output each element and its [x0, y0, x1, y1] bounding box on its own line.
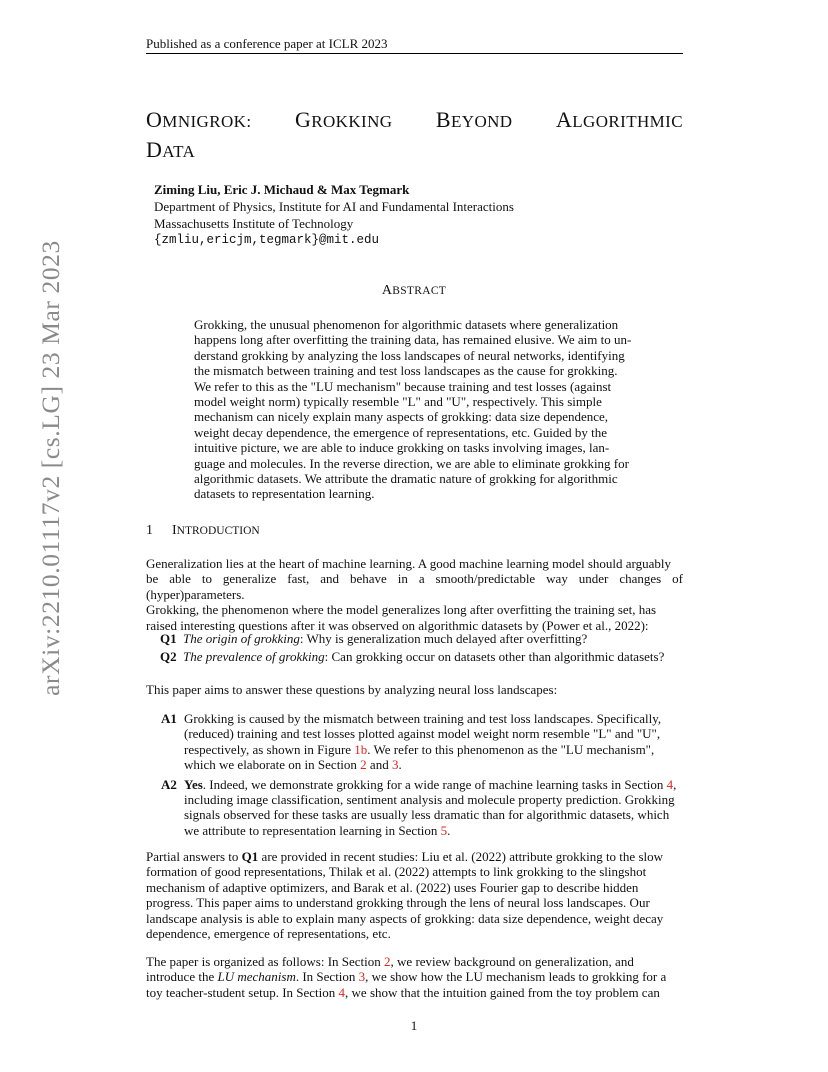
- answer-item-a2: A2 Yes. Indeed, we demonstrate grokking for a wide range of machine learning tasks in Section 4, including image classification, sentiment analysis and molecule property prediction. Grokking signals observed for these tasks are usually less dramatic than for algorithmic datasets, which we attribute to representation learning in Section 5.: [161, 776, 677, 838]
- author-institution: Massachusetts Institute of Technology: [154, 216, 354, 231]
- abstract-line: datasets to representation learning.: [194, 486, 375, 502]
- section-4-link[interactable]: 4: [666, 776, 674, 792]
- abstract-body: [194, 317, 634, 502]
- title-word: BEYOND: [435, 107, 513, 132]
- author-department: Department of Physics, Institute for AI and Fundamental Interactions: [154, 199, 514, 214]
- intro-paragraph: Generalization lies at the heart of machine learning. A good machine learning model should arguably be able to generalize fast, and behave in a smooth/predictable way under changes of (hyper)parameters. Grokking, the phenomenon where the model generalizes long after overfitting the training set, has raised interesting questions after it was observed on algorithmic datasets by (Power et al., 2022):: [146, 556, 683, 633]
- abstract-line: intuitive picture, we are able to induce grokking on tasks involving images, lan-: [194, 440, 610, 456]
- abstract-line: happens long after overfitting the training data, has remained elusive. We aim to un-: [194, 332, 632, 348]
- section-3-link[interactable]: 3: [358, 969, 366, 985]
- section-2-link[interactable]: 2: [360, 757, 367, 773]
- title-line-1: [146, 106, 683, 136]
- section-2-link[interactable]: 2: [384, 954, 391, 969]
- abstract-line: guage and molecules. In the reverse direction, we are able to eliminate grokking for: [194, 455, 629, 471]
- abstract-line: algorithmic datasets. We attribute the dramatic nature of grokking for algorithmic: [194, 471, 618, 487]
- arxiv-id-text: arXiv:2210.01117v2 [cs.LG] 23 Mar 2023: [36, 240, 65, 696]
- section-3-link[interactable]: 3: [391, 757, 399, 773]
- abstract-heading: ABSTRACT: [381, 283, 447, 298]
- header-rule: [146, 53, 683, 54]
- organization-paragraph: The paper is organized as follows: In Section 2, we review background on generalization, and introduce the LU mechanism. In Section 3, we show how the LU mechanism leads to grokking for a toy teacher-student setup. In Section 4, we show that the intuition gained from the toy problem can: [146, 954, 667, 1000]
- title-word: ALGORITHMIC: [555, 107, 683, 132]
- running-header: Published as a conference paper at ICLR 2023: [146, 36, 388, 51]
- paper-title: [146, 106, 683, 166]
- abstract-line: the mismatch between training and test loss landscapes as the cause for grokking.: [194, 363, 618, 379]
- section-heading-introduction: 1 INTRODUCTION: [146, 523, 260, 538]
- title-word: OMNIGROK:: [146, 107, 252, 132]
- section-5-link[interactable]: 5: [440, 822, 448, 838]
- author-email: {zmliu,ericjm,tegmark}@mit.edu: [154, 233, 380, 247]
- section-4-link[interactable]: 4: [338, 984, 346, 1000]
- title-line-2: DATA: [146, 137, 196, 162]
- partial-answers-paragraph: Partial answers to Q1 are provided in recent studies: Liu et al. (2022) attribute grokking to the slow formation of good representations, Thilak et al. (2022) attempts to link grokking to the slingshot mechanism of adaptive optimizers, and Barak et al. (2022) uses Fourier gap to describe hidden progress. This paper aims to understand grokking through the lens of neural loss landscapes. Our landscape analysis is able to explain many aspects of grokking: data size dependence, weight decay dependence, emergence of representations, etc.: [146, 849, 664, 942]
- abstract-line: model weight norm) typically resemble "L" and "U", respectively. This simple: [194, 394, 602, 410]
- question-list: [160, 630, 683, 666]
- abstract-line: derstand grokking by analyzing the loss landscapes of neural networks, identifying: [194, 347, 625, 363]
- abstract-line: We refer to this as the "LU mechanism" because training and test losses (against: [194, 378, 612, 394]
- abstract-line: mechanism can nicely explain many aspects of grokking: data size dependence,: [194, 409, 609, 425]
- figure-1b-link[interactable]: 1b: [354, 741, 368, 757]
- page-number: 1: [410, 1018, 418, 1033]
- abstract-line: Grokking, the unusual phenomenon for algorithmic datasets where generalization: [194, 317, 619, 332]
- answer-item-a1: A1 Grokking is caused by the mismatch between training and test loss landscapes. Specifically, (reduced) training and test losses plotted against model weight norm resemble "L" and "U", respectively, as shown in Figure 1b. We refer to this phenomenon as the "LU mechanism", which we elaborate on in Section 2 and 3.: [161, 711, 662, 773]
- question-item: Q1 The origin of grokking: Why is generalization much delayed after overfitting?: [160, 631, 588, 646]
- abstract-line: weight decay dependence, the emergence of representations, etc. Guided by the: [194, 424, 608, 440]
- question-item: Q2 The prevalence of grokking: Can grokking occur on datasets other than algorithmic datasets?: [160, 649, 665, 664]
- author-block: [154, 181, 514, 249]
- title-word: GROKKING: [294, 107, 393, 132]
- aims-sentence: This paper aims to answer these questions by analyzing neural loss landscapes:: [146, 682, 558, 697]
- answer-list: [161, 711, 683, 838]
- author-names: Ziming Liu, Eric J. Michaud & Max Tegmark: [154, 182, 410, 197]
